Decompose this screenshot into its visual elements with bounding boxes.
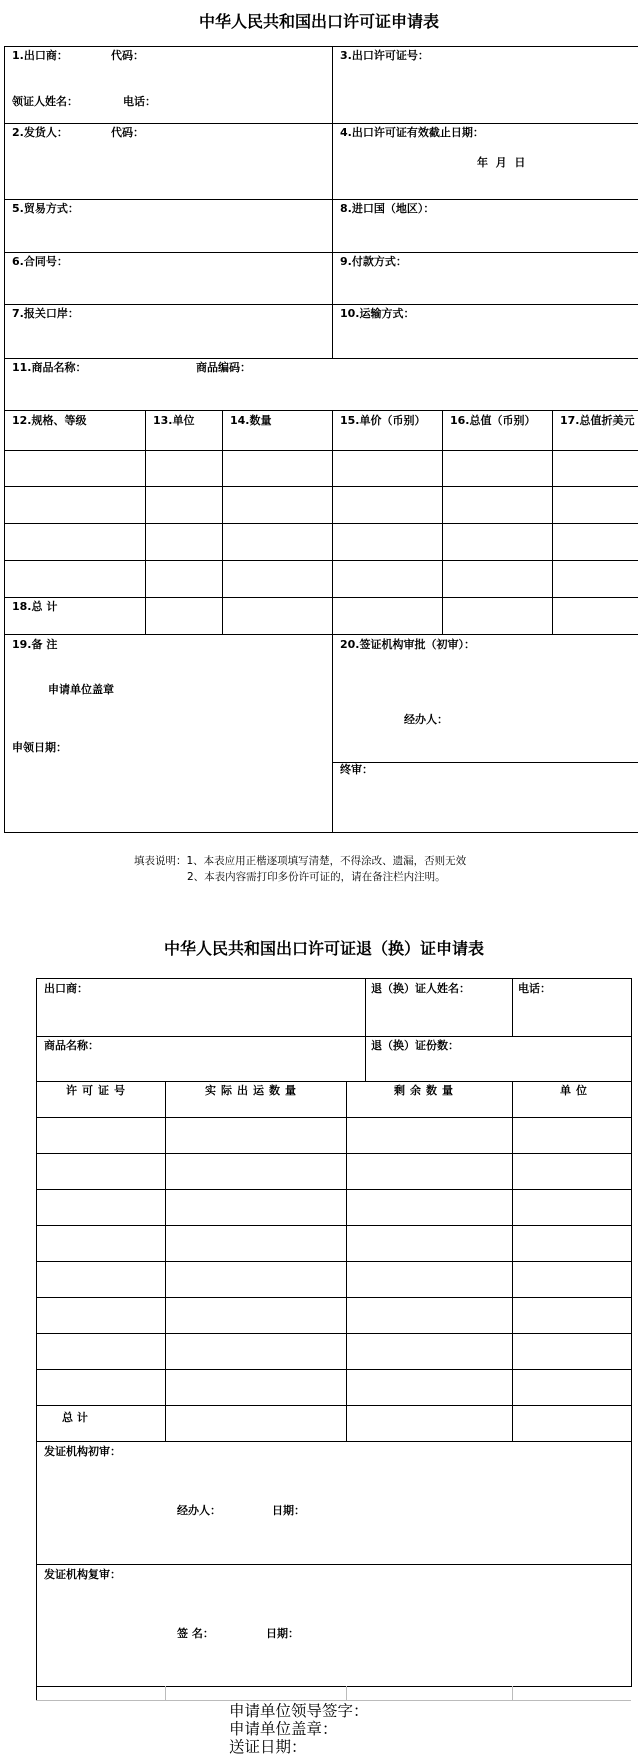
consignor-code-label: 代码： xyxy=(111,126,144,139)
import-country-label: 8.进口国（地区）： xyxy=(340,202,435,215)
form2-total-label: 总 计 xyxy=(62,1411,88,1424)
exporter-code-label: 代码： xyxy=(111,49,144,62)
expiry-date-format: 年 月 日 xyxy=(477,156,526,169)
column-header: 剩余数量 xyxy=(394,1084,458,1097)
form2-goods-name-label: 商品名称： xyxy=(44,1039,99,1052)
transport-method-label: 10.运输方式： xyxy=(340,307,415,320)
receiver-phone-label: 电话： xyxy=(123,95,156,108)
remarks-label: 19.备 注 xyxy=(12,638,58,651)
send-date-label: 送证日期： xyxy=(229,1738,307,1756)
expiry-date-label: 4.出口许可证有效截止日期： xyxy=(340,126,484,139)
instruction-note-1: 填表说明：1、本表应用正楷逐项填写清楚，不得涂改、遗漏，否则无效 xyxy=(134,855,467,867)
form2-handler-label: 经办人： xyxy=(177,1504,221,1517)
receiver-name-label: 领证人姓名： xyxy=(12,95,78,108)
customs-port-label: 7.报关口岸： xyxy=(12,307,79,320)
column-header: 16.总值（币别） xyxy=(450,414,536,427)
initial-review-date-label: 日期： xyxy=(272,1504,305,1517)
contract-number-label: 6.合同号： xyxy=(12,255,68,268)
signature-label: 签 名： xyxy=(177,1627,214,1640)
column-header: 13.单位 xyxy=(153,414,195,427)
exporter-label: 1.出口商： xyxy=(12,49,68,62)
apply-date-label: 申领日期： xyxy=(12,741,67,754)
consignor-label: 2.发货人： xyxy=(12,126,68,139)
column-header: 15.单价（币别） xyxy=(340,414,426,427)
column-header: 12.规格、等级 xyxy=(12,414,87,427)
payment-method-label: 9.付款方式： xyxy=(340,255,407,268)
return-count-label: 退（换）证份数： xyxy=(371,1039,459,1052)
final-review-label: 终审： xyxy=(340,763,373,776)
column-header: 14.数量 xyxy=(230,414,272,427)
second-review-label: 发证机构复审： xyxy=(44,1568,121,1581)
trade-mode-label: 5.贸易方式： xyxy=(12,202,79,215)
goods-name-label: 11.商品名称： xyxy=(12,361,87,374)
form1-title: 中华人民共和国出口许可证申请表 xyxy=(199,12,440,31)
initial-review-label: 发证机构初审： xyxy=(44,1445,121,1458)
total-label: 18.总 计 xyxy=(12,600,58,613)
handler-label: 经办人： xyxy=(404,713,448,726)
visa-review-label: 20.签证机构审批（初审）： xyxy=(340,638,475,651)
form2-exporter-label: 出口商： xyxy=(44,982,88,995)
form2-title: 中华人民共和国出口许可证退（换）证申请表 xyxy=(164,939,485,958)
column-header: 单位 xyxy=(560,1084,592,1097)
instruction-note-2: 2、本表内容需打印多份许可证的，请在备注栏内注明。 xyxy=(187,871,446,883)
column-header: 17.总值折美元 xyxy=(560,414,635,427)
goods-code-label: 商品编码： xyxy=(196,361,251,374)
column-header: 许可证号 xyxy=(66,1084,130,1097)
form2-phone-label: 电话： xyxy=(518,982,551,995)
column-header: 实际出运数量 xyxy=(205,1084,301,1097)
unit-seal-label: 申请单位盖章： xyxy=(229,1720,338,1738)
leader-signature-label: 申请单位领导签字： xyxy=(229,1702,369,1720)
second-review-date-label: 日期： xyxy=(266,1627,299,1640)
license-number-label: 3.出口许可证号： xyxy=(340,49,429,62)
applicant-seal-label: 申请单位盖章 xyxy=(48,683,114,696)
returner-name-label: 退（换）证人姓名： xyxy=(371,982,470,995)
